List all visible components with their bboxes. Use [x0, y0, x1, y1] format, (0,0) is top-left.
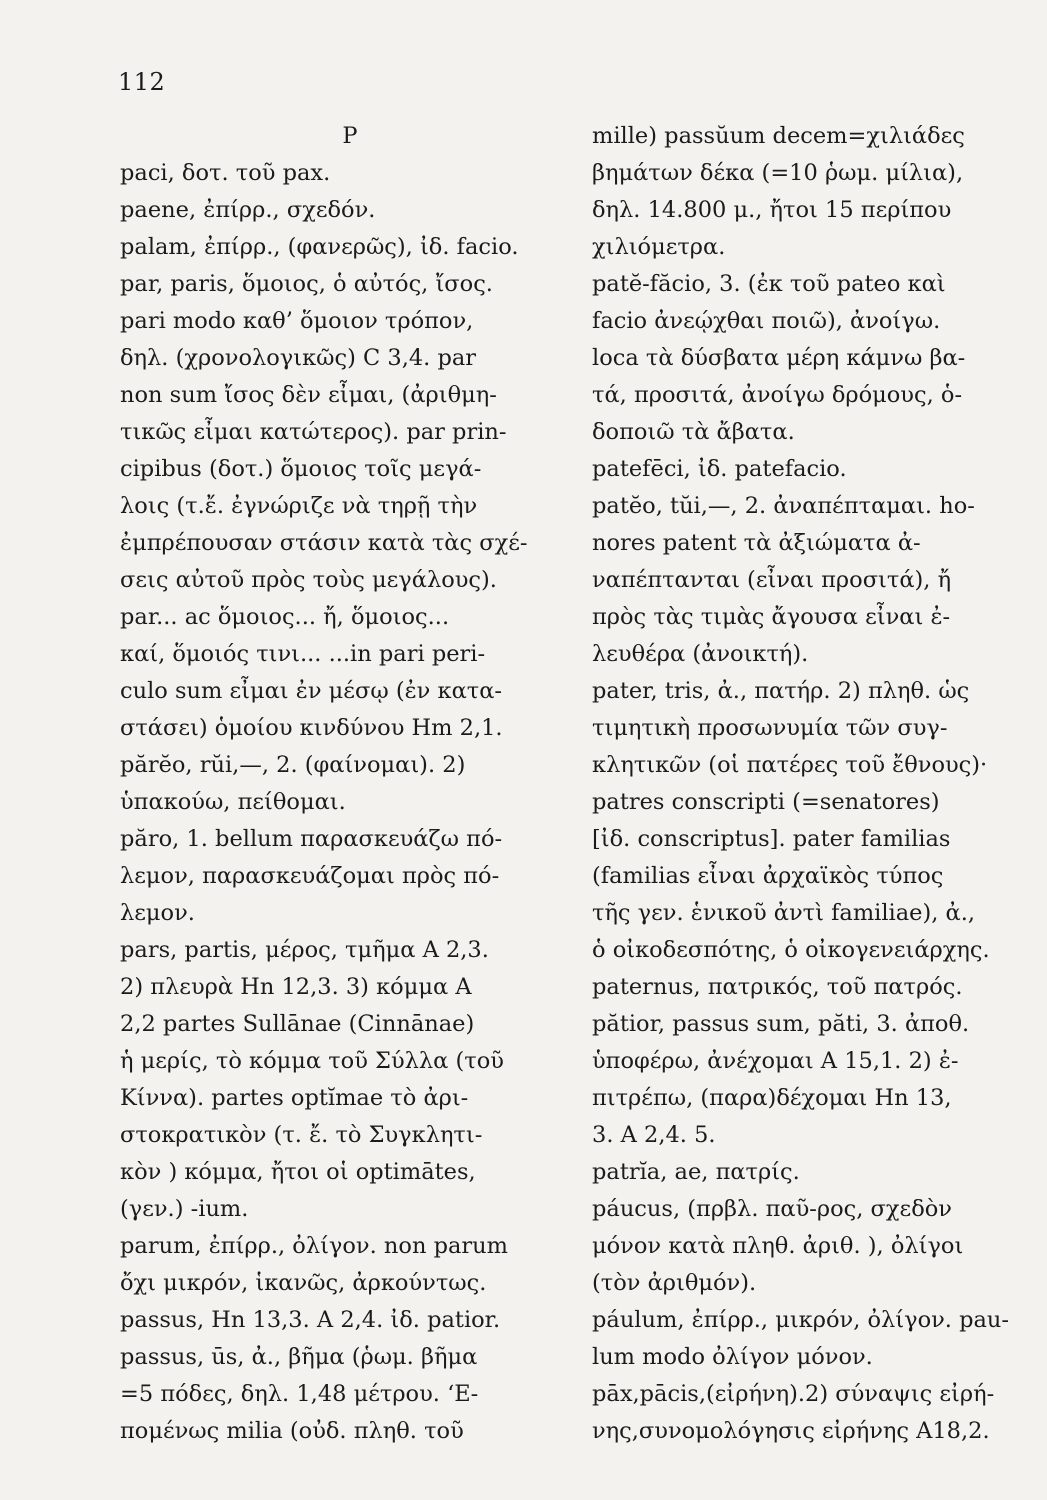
dictionary-line: κὸν ) κόμμα, ἤτοι οἱ optimātes, [120, 1159, 476, 1185]
dictionary-line: nores patent τὰ ἀξιώματα ἀ- [592, 530, 921, 556]
dictionary-line: mille) passŭum decem=χιλιάδες [592, 123, 965, 149]
dictionary-line: ὄχι μικρόν, ἱκανῶς, ἀρκούντως. [120, 1270, 487, 1296]
dictionary-line: pater, tris, ἀ., πατήρ. 2) πληθ. ὡς [592, 678, 970, 704]
left-column [120, 118, 560, 1450]
dictionary-line: páucus, (πρβλ. παῦ-ρος, σχεδὸν [592, 1196, 952, 1222]
dictionary-line: λεμον. [120, 900, 195, 926]
dictionary-line: patĕo, tŭi,—, 2. ἀναπέπταμαι. ho- [592, 493, 975, 519]
dictionary-line: Κίννα). partes optĭmae τὸ ἀρι- [120, 1085, 469, 1111]
dictionary-line: 2,2 partes Sullānae (Cinnānae) [120, 1011, 475, 1037]
dictionary-line: πιτρέπω, (παρα)δέχομαι Hn 13, [592, 1085, 952, 1111]
page-number: 112 [118, 68, 166, 96]
dictionary-line: patrĭa, ae, πατρίς. [592, 1159, 800, 1185]
dictionary-line: cipibus (δοτ.) ὅμοιος τοῖς μεγά- [120, 456, 482, 482]
dictionary-line: δηλ. (χρονολογικῶς) C 3,4. par [120, 345, 477, 371]
dictionary-line: τικῶς εἶμαι κατώτερος). par prin- [120, 419, 507, 445]
dictionary-line: τῆς γεν. ἑνικοῦ ἀντὶ familiae), ἀ., [592, 900, 976, 926]
dictionary-line: pari modo καθ’ ὅμοιον τρόπον, [120, 308, 474, 334]
dictionary-line: pătior, passus sum, păti, 3. ἀποθ. [592, 1011, 970, 1037]
dictionary-line: patĕ-făcio, 3. (ἐκ τοῦ pateo καὶ [592, 271, 946, 297]
dictionary-line: στοκρατικὸν (τ. ἔ. τὸ Συγκλητι- [120, 1122, 483, 1148]
dictionary-line: λεμον, παρασκευάζομαι πρὸς πό- [120, 863, 500, 889]
dictionary-line: σεις αὐτοῦ πρὸς τοὺς μεγάλους). [120, 567, 497, 593]
dictionary-line: palam, ἐπίρρ., (φανερῶς), ἰδ. facio. [120, 234, 519, 260]
dictionary-line: τιμητικὴ προσωνυμία τῶν συγ- [592, 715, 948, 741]
dictionary-line: ἐμπρέπουσαν στάσιν κατὰ τὰς σχέ- [120, 530, 528, 556]
dictionary-line: paci, δοτ. τοῦ pax. [120, 160, 331, 186]
dictionary-line: culo sum εἶμαι ἐν μέσῳ (ἐν κατα- [120, 678, 503, 704]
dictionary-line: πομένως milia (οὐδ. πληθ. τοῦ [120, 1418, 464, 1444]
dictionary-line: τά, προσιτά, ἀνοίγω δρόμους, ὁ- [592, 382, 963, 408]
dictionary-line: =5 πόδες, δηλ. 1,48 μέτρου. ‘Ε- [120, 1381, 479, 1407]
dictionary-line: pāx,pācis,(εἰρήνη).2) σύναψις εἰρή- [592, 1381, 995, 1407]
section-letter: P [342, 123, 358, 149]
dictionary-line: ὁ οἰκοδεσπότης, ὁ οἰκογενειάρχης. [592, 937, 990, 963]
dictionary-line: 2) πλευρὰ Hn 12,3. 3) κόμμα A [120, 974, 472, 1000]
dictionary-line: parum, ἐπίρρ., ὀλίγον. non parum [120, 1233, 508, 1259]
dictionary-line: passus, Hn 13,3. A 2,4. ἰδ. patior. [120, 1307, 501, 1333]
dictionary-line: paternus, πατρικός, τοῦ πατρός. [592, 974, 963, 1000]
dictionary-line: δηλ. 14.800 μ., ἤτοι 15 περίπου [592, 197, 952, 223]
dictionary-line: ὑποφέρω, ἀνέχομαι A 15,1. 2) ἐ- [592, 1048, 959, 1074]
right-column [592, 118, 1032, 1450]
dictionary-line: patefēci, ἰδ. patefacio. [592, 456, 847, 482]
dictionary-line: lum modo ὀλίγον μόνον. [592, 1344, 873, 1370]
dictionary-line: νης,συνομολόγησις εἰρήνης A18,2. [592, 1418, 990, 1444]
dictionary-line: patres conscripti (=senatores) [592, 789, 940, 815]
dictionary-line: δοποιῶ τὰ ἄβατα. [592, 419, 795, 445]
dictionary-line: păro, 1. bellum παρασκευάζω πό- [120, 826, 503, 852]
dictionary-line: καί, ὅμοιός τινι... ...in pari peri- [120, 641, 486, 667]
dictionary-line: par, paris, ὅμοιος, ὁ αὐτός, ἴσος. [120, 271, 493, 297]
dictionary-line: λοις (τ.ἔ. ἐγνώριζε νὰ τηρῇ τὴν [120, 493, 478, 519]
dictionary-line: ναπέπτανται (εἶναι προσιτά), ἤ [592, 567, 952, 593]
dictionary-line: ἡ μερίς, τὸ κόμμα τοῦ Σύλλα (τοῦ [120, 1048, 504, 1074]
dictionary-line: facio ἀνεῴχθαι ποιῶ), ἀνοίγω. [592, 308, 941, 334]
dictionary-line: βημάτων δέκα (=10 ῥωμ. μίλια), [592, 160, 964, 186]
dictionary-line: στάσει) ὁμοίου κινδύνου Hm 2,1. [120, 715, 503, 741]
dictionary-line: páulum, ἐπίρρ., μικρόν, ὀλίγον. pau- [592, 1307, 1010, 1333]
dictionary-line: părĕo, rŭi,—, 2. (φαίνομαι). 2) [120, 752, 466, 778]
dictionary-line: χιλιόμετρα. [592, 234, 726, 260]
dictionary-line: (γεν.) -ium. [120, 1196, 249, 1222]
dictionary-line: par... ac ὅμοιος... ἤ, ὅμοιος... [120, 604, 450, 630]
dictionary-line: loca τὰ δύσβατα μέρη κάμνω βα- [592, 345, 966, 371]
dictionary-line: 3. A 2,4. 5. [592, 1122, 716, 1148]
dictionary-line: πρὸς τὰς τιμὰς ἄγουσα εἶναι ἐ- [592, 604, 951, 630]
dictionary-line: κλητικῶν (οἱ πατέρες τοῦ ἔθνους)· [592, 752, 988, 778]
dictionary-line: non sum ἴσος δὲν εἶμαι, (ἀριθμη- [120, 382, 497, 408]
dictionary-line: (familias εἶναι ἀρχαϊκὸς τύπος [592, 863, 944, 889]
dictionary-line: λευθέρα (ἀνοικτή). [592, 641, 809, 667]
dictionary-line: [ἰδ. conscriptus]. pater familias [592, 826, 951, 852]
dictionary-line: ὑπακούω, πείθομαι. [120, 789, 346, 815]
dictionary-line: (τὸν ἀριθμόν). [592, 1270, 757, 1296]
dictionary-line: paene, ἐπίρρ., σχεδόν. [120, 197, 376, 223]
dictionary-line: μόνον κατὰ πληθ. ἀριθ. ), ὀλίγοι [592, 1233, 964, 1259]
dictionary-line: passus, ūs, ἀ., βῆμα (ῥωμ. βῆμα [120, 1344, 478, 1370]
dictionary-line: pars, partis, μέρος, τμῆμα A 2,3. [120, 937, 489, 963]
